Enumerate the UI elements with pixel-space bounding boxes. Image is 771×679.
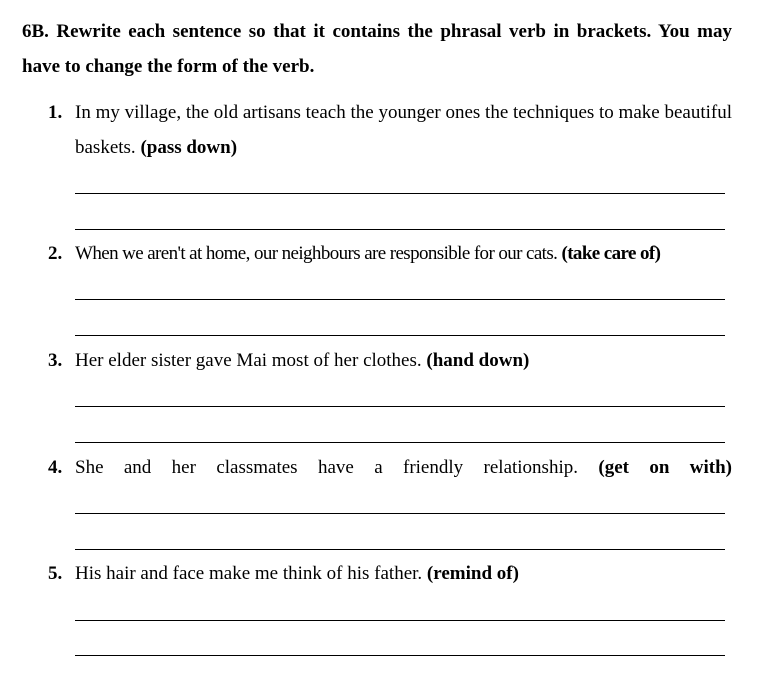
exercise-heading: 6B. Rewrite each sentence so that it contains the phrasal verb in brackets. You may have to change the form of the verb. [22,21,732,77]
exercise-number: 1. [48,102,63,123]
sentence-text: When we aren't at home, our neighbours are responsible for our cats. [75,243,558,264]
answer-line[interactable] [75,406,725,407]
phrasal-verb-hint: (get on with) [598,457,733,478]
answer-line[interactable] [75,299,725,300]
sentence-text: Her elder sister gave Mai most of her clothes. [75,350,422,371]
answer-line[interactable] [75,335,725,336]
exercise-sentence [75,556,732,591]
phrasal-verb-hint: (take care of) [561,243,661,264]
phrasal-verb-hint: (remind of) [426,563,519,584]
phrasal-verb-hint: (pass down) [140,137,238,158]
exercise-number: 2. [48,243,63,264]
exercise-sentence [75,95,732,165]
answer-line[interactable] [75,655,725,656]
answer-line[interactable] [75,549,725,550]
sentence-text: She and her classmates have a friendly relationship. [75,457,578,478]
answer-line[interactable] [75,442,725,443]
exercise-sentence [75,450,732,485]
sentence-text: In my village, the old artisans teach the younger ones the techniques to make beautiful baskets. [75,102,732,158]
phrasal-verb-hint: (hand down) [426,350,530,371]
answer-line[interactable] [75,620,725,621]
exercise-number: 3. [48,350,63,371]
exercise-sentence [75,236,732,271]
answer-line[interactable] [75,229,725,230]
sentence-text: His hair and face make me think of his father. [75,563,423,584]
answer-line[interactable] [75,193,725,194]
exercise-number: 5. [48,563,63,584]
exercise-number: 4. [48,457,63,478]
exercise-sentence [75,343,732,378]
answer-line[interactable] [75,513,725,514]
